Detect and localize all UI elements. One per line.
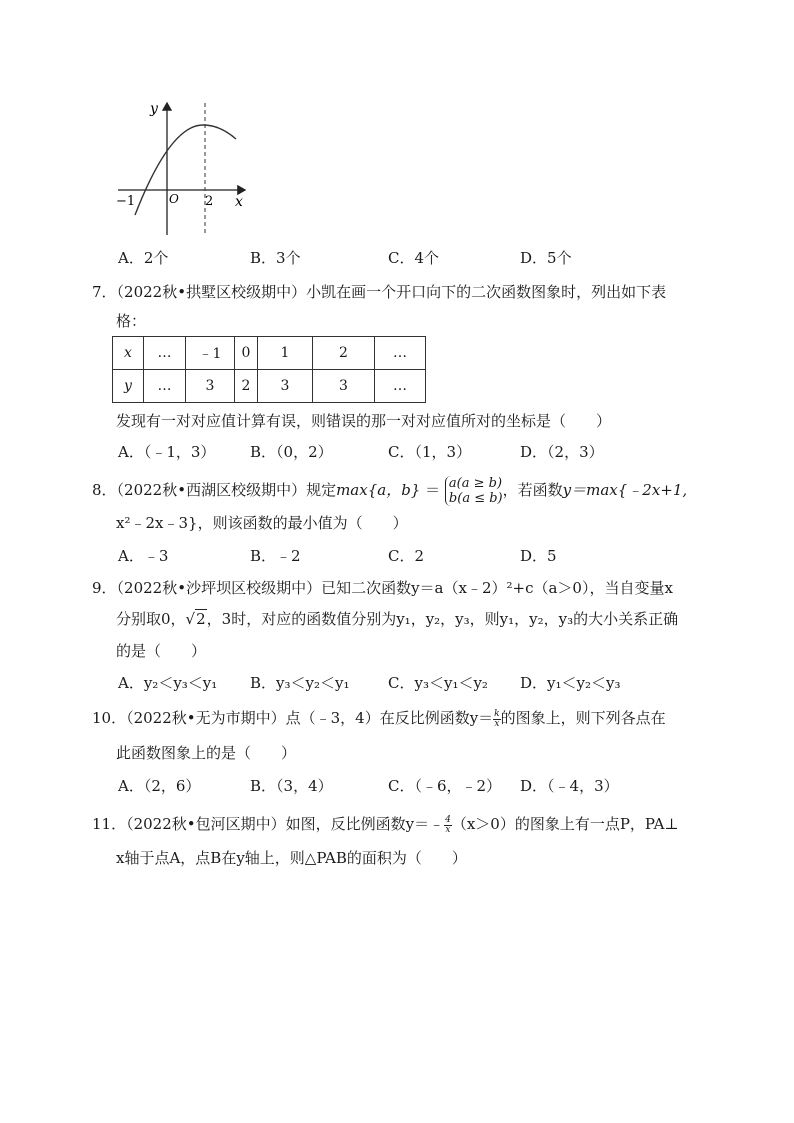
q7-stem-line3: 发现有一对对应值计算有误，则错误的那一对对应值所对的坐标是（ ） (116, 412, 612, 430)
y-label: y (150, 101, 158, 117)
q6-option-d: D．5个 (520, 249, 572, 267)
q11-stem-line1 (92, 813, 679, 835)
q10-line1a: 10．（2022秋•无为市期中）点（﹣3，4）在反比例函数y＝ (92, 709, 494, 727)
q9-stem-line3: 的是（ ） (116, 642, 207, 660)
q7-option-c: C．（1，3） (388, 443, 472, 461)
q8-piecewise (445, 476, 503, 506)
q10-option-c: C．（﹣6，﹣2） (388, 777, 502, 795)
tick-2: 2 (205, 194, 214, 209)
table-cell: 2 (313, 337, 375, 370)
q8-option-c: C．2 (388, 547, 425, 565)
q7-option-b: B．（0，2） (250, 443, 333, 461)
q7-option-a: A．（﹣1，3） (118, 443, 216, 461)
q7-stem-line1: 7．（2022秋•拱墅区校级期中）小凯在画一个开口向下的二次函数图象时，列出如下表 (92, 283, 667, 301)
q10-frac-num: k (494, 708, 500, 719)
q11-frac-den: x (445, 824, 451, 835)
q9-option-c: C．y₃＜y₁＜y₂ (388, 674, 488, 692)
q8-prefix: 8．（2022秋•西湖区校级期中）规定 (92, 481, 337, 499)
q9-line2a: 分别取0， (116, 610, 186, 628)
q9-sqrt-value: 2 (196, 610, 206, 628)
q9-option-b: B．y₃＜y₂＜y₁ (250, 674, 350, 692)
q10-option-a: A．（2，6） (118, 777, 201, 795)
q10-fraction (493, 710, 500, 729)
q11-frac-num: 4 (445, 814, 451, 825)
x-label: x (235, 194, 243, 210)
table-cell: 0 (235, 337, 258, 370)
q10-stem-line2: 此函数图象上的是（ ） (116, 744, 297, 762)
q8-mid: ，若函数 (502, 481, 563, 499)
q8-max-def: max{a，b} (336, 481, 421, 499)
table-row-x (113, 337, 426, 370)
q6-option-a: A．2个 (118, 249, 169, 267)
table-cell: … (144, 337, 186, 370)
q8-option-a: A．﹣3 (118, 547, 169, 565)
q8-stem-line2: x²﹣2x﹣3}，则该函数的最小值为（ ） (116, 514, 408, 532)
q9-stem-line1: 9．（2022秋•沙坪坝区校级期中）已知二次函数y＝a（x﹣2）²+c（a＞0），当自变量x (92, 579, 673, 597)
table-cell: … (375, 337, 426, 370)
q8-func: y＝max{﹣2x+1, (562, 481, 688, 499)
q8-case2: b(a ≤ b) (448, 491, 503, 506)
table-cell: 1 (258, 337, 313, 370)
q11-fraction (444, 816, 452, 835)
q6-option-b: B．3个 (250, 249, 301, 267)
table-cell: y (113, 370, 144, 403)
q6-option-c: C．4个 (388, 249, 440, 267)
q11-line1b: （x＞0）的图象上有一点P，PA⊥ (451, 815, 679, 833)
table-cell: … (375, 370, 426, 403)
origin-label: O (169, 192, 179, 206)
table-cell: 2 (235, 370, 258, 403)
parabola-figure (110, 95, 260, 245)
q8-option-b: B．﹣2 (250, 547, 301, 565)
table-cell: 3 (258, 370, 313, 403)
table-cell: 3 (186, 370, 235, 403)
table-cell: 3 (313, 370, 375, 403)
q7-option-d: D．（2，3） (520, 443, 604, 461)
tick-neg1: −1 (116, 194, 136, 209)
q10-option-d: D．（﹣4，3） (520, 777, 619, 795)
table-cell: … (144, 370, 186, 403)
q9-stem-line2 (116, 608, 678, 630)
table-cell: ﹣1 (186, 337, 235, 370)
q11-stem-line2: x轴于点A，点B在y轴上，则△PAB的面积为（ ） (116, 849, 467, 867)
q7-stem-line2: 格： (116, 312, 147, 330)
table-row-y (113, 370, 426, 403)
q10-frac-den: x (494, 718, 500, 729)
q9-option-a: A．y₂＜y₃＜y₁ (118, 674, 218, 692)
q8-case1: a(a ≥ b) (448, 476, 503, 491)
q8-option-d: D．5 (520, 547, 557, 565)
q10-option-b: B．（3，4） (250, 777, 333, 795)
q8-stem-line1 (92, 476, 687, 506)
q9-sqrt: √2 (185, 610, 206, 628)
q9-option-d: D．y₁＜y₂＜y₃ (520, 674, 621, 692)
q10-stem-line1 (92, 707, 666, 729)
parabola-curve (135, 125, 236, 215)
value-table (112, 336, 426, 403)
q8-eq: ＝ (425, 481, 441, 499)
q11-line1a: 11．（2022秋•包河区期中）如图，反比例函数y＝﹣ (92, 815, 445, 833)
table-cell: x (113, 337, 144, 370)
q9-line2b: ，3时，对应的函数值分别为y₁，y₂，y₃，则y₁，y₂，y₃的大小关系正确 (206, 610, 679, 628)
q10-line1b: 的图象上，则下列各点在 (500, 709, 666, 727)
